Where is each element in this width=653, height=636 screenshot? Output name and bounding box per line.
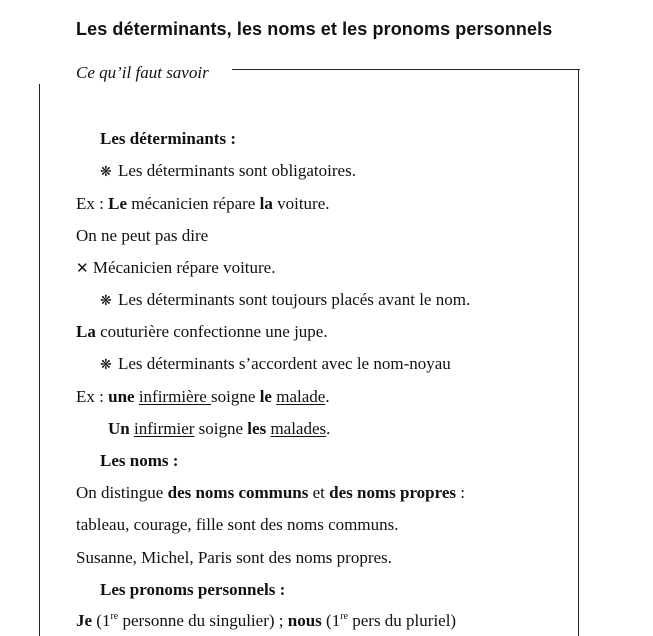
cannot-say-text: On ne peut pas dire: [76, 226, 209, 245]
pronoun-je: Je: [76, 611, 93, 630]
example-prefix: Ex :: [76, 387, 109, 406]
frame-left-border: [39, 84, 40, 636]
rule-accord: [100, 354, 451, 376]
ordinal-superscript: re: [340, 611, 348, 622]
pronoms-heading: Les pronoms personnels :: [100, 580, 286, 599]
determiner-le: le: [259, 387, 272, 406]
noms-communs-example: tableau, courage, fille sont des noms communs.: [76, 515, 399, 534]
noms-heading: Les noms :: [100, 451, 179, 470]
noun-malades: malades: [270, 419, 327, 438]
pronoun-nous: nous: [287, 611, 322, 630]
pronoun-text: (1: [321, 611, 341, 630]
example-couturiere: [76, 322, 328, 342]
rule-text: Les déterminants sont toujours placés avant le nom.: [118, 290, 471, 309]
pronoun-text: (1: [92, 611, 111, 630]
frame-top-border: [232, 69, 580, 70]
asterisk-bullet-icon: ❋: [100, 294, 112, 309]
noun-infirmier: infirmier: [133, 419, 195, 438]
ordinal-superscript: re: [110, 611, 119, 622]
determiner-la: la: [259, 194, 273, 213]
page-title: Les déterminants, les noms et les pronoms personnels: [76, 19, 553, 39]
asterisk-bullet-icon: ❋: [100, 358, 112, 373]
rule-text: Les déterminants sont obligatoires.: [118, 161, 356, 180]
determiner-la: La: [76, 322, 96, 341]
rule-obligatoires: [100, 161, 356, 183]
example-infirmier: [108, 419, 330, 439]
verb-soigne: soigne: [211, 387, 260, 406]
wrong-example: [76, 258, 275, 278]
determinants-heading: Les déterminants :: [100, 129, 236, 148]
noms-text: On distingue: [76, 483, 168, 502]
noms-propres-term: des noms propres: [329, 483, 457, 502]
asterisk-bullet-icon: ❋: [100, 165, 112, 180]
period: .: [326, 419, 331, 438]
noms-distinction: [76, 483, 465, 503]
noms-propres-example: Susanne, Michel, Paris sont des noms propres.: [76, 548, 392, 567]
example-text: voiture.: [272, 194, 330, 213]
pronoun-text: personne du singulier) ;: [118, 611, 288, 630]
noms-text: :: [456, 483, 466, 502]
wrong-example-text: Mécanicien répare voiture.: [88, 258, 276, 277]
pronoms-je-nous: [76, 611, 456, 631]
noms-text: et: [308, 483, 330, 502]
rule-avant-le-nom: [100, 290, 470, 312]
example-infirmiere: [76, 387, 330, 407]
rule-text: Les déterminants s’accordent avec le nom-noyau: [118, 354, 451, 373]
determiner-le: Le: [108, 194, 127, 213]
noms-communs-term: des noms communs: [167, 483, 309, 502]
example-text: mécanicien répare: [127, 194, 260, 213]
period: .: [325, 387, 330, 406]
determiner-un: Un: [108, 419, 130, 438]
determiner-les: les: [247, 419, 267, 438]
cross-mark-icon: ✕: [76, 259, 89, 277]
determiner-une: une: [108, 387, 135, 406]
noun-infirmiere: infirmière: [138, 387, 212, 406]
frame-right-border: [578, 69, 579, 636]
noun-malade: malade: [276, 387, 326, 406]
pronoun-text: pers du pluriel): [347, 611, 457, 630]
example-mecanicien: [76, 194, 330, 214]
verb-soigne: soigne: [194, 419, 248, 438]
example-prefix: Ex :: [76, 194, 109, 213]
box-caption: Ce qu’il faut savoir: [76, 63, 209, 82]
example-text: couturière confectionne une jupe.: [95, 322, 328, 341]
